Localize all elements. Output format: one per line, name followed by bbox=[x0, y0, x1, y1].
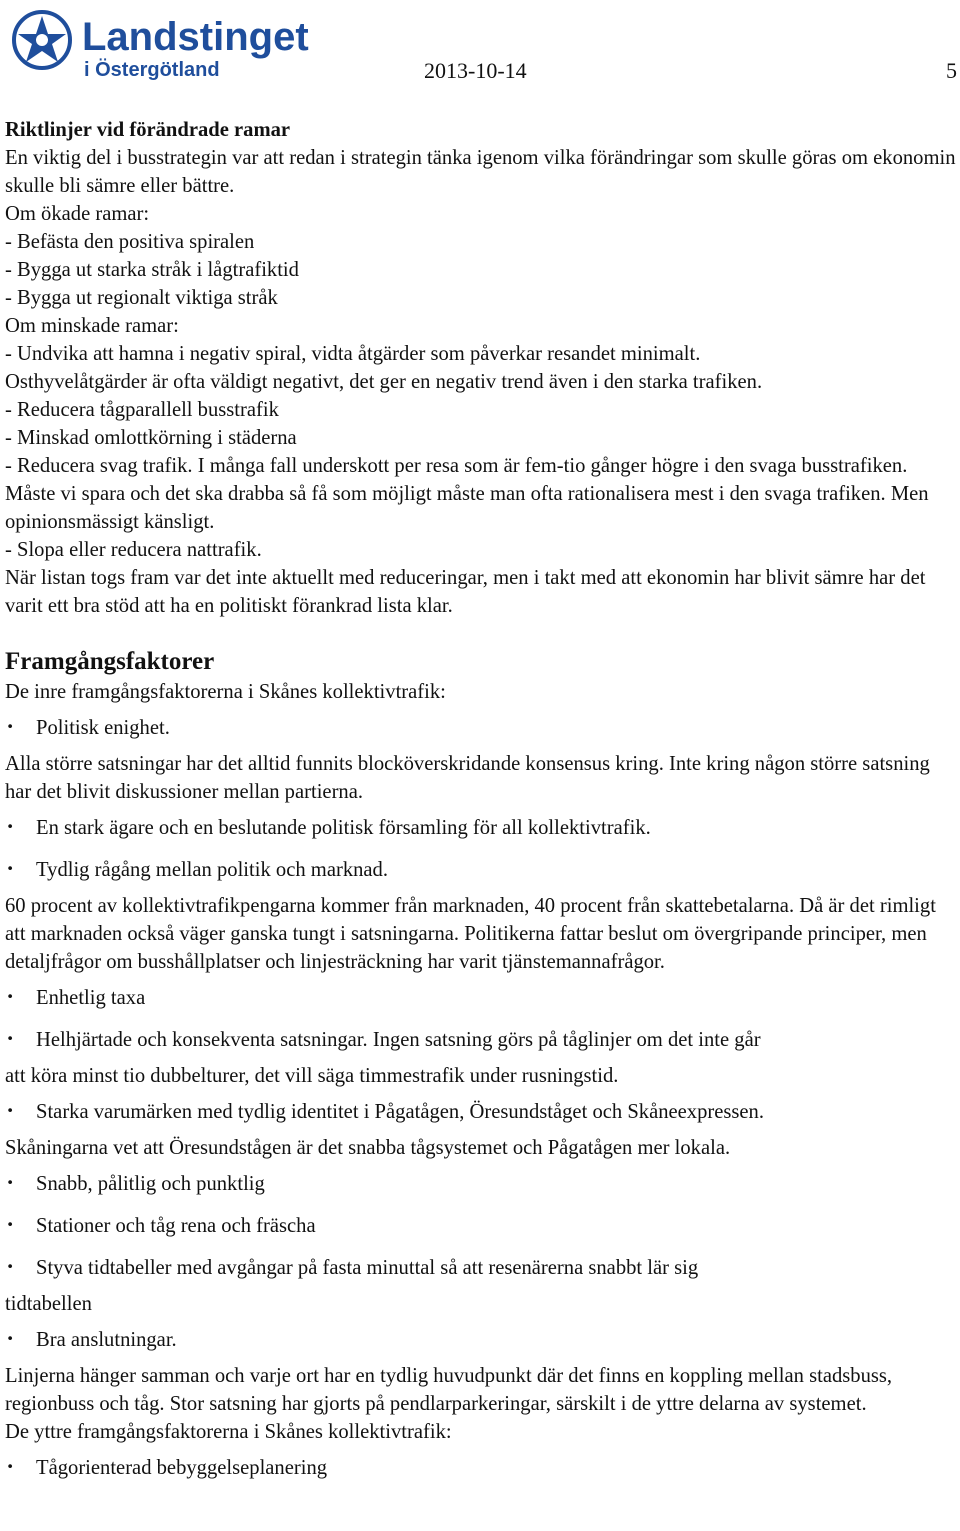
bullet-item bbox=[5, 1170, 957, 1198]
document-body bbox=[5, 116, 957, 1482]
bullet-icon: ･ bbox=[5, 1329, 16, 1351]
logo-emblem-icon bbox=[6, 6, 326, 80]
bullet-icon: ･ bbox=[5, 859, 16, 881]
bullet-icon: ･ bbox=[5, 1101, 16, 1123]
bullet-item bbox=[5, 1454, 957, 1482]
bullet-text: Helhjärtade och konsekventa satsningar. Ingen satsning görs på tåglinjer om det inte går bbox=[36, 1029, 761, 1051]
bullet-icon: ･ bbox=[5, 717, 16, 739]
bullet-item bbox=[5, 1026, 957, 1054]
bullet-item bbox=[5, 1212, 957, 1240]
page-header bbox=[0, 0, 960, 90]
bullet-item bbox=[5, 984, 957, 1012]
list-item-increase: - Befästa den positiva spiralen bbox=[5, 231, 255, 253]
bullet-text: Tågorienterad bebyggelseplanering bbox=[36, 1457, 328, 1479]
bullet-icon: ･ bbox=[5, 1173, 16, 1195]
paragraph-outer-intro: De yttre framgångsfaktorerna i Skånes kollektivtrafik: bbox=[5, 1421, 452, 1443]
list-item-decrease: - Reducera tågparallell busstrafik bbox=[5, 399, 279, 421]
paragraph-decrease: Osthyvelåtgärder är ofta väldigt negativt, det ger en negativ trend även i den starka trafiken. bbox=[5, 371, 763, 393]
list-item-decrease: - Minskad omlottkörning i städerna bbox=[5, 427, 297, 449]
bullet-text: Politisk enighet. bbox=[36, 717, 170, 739]
bullet-item bbox=[5, 714, 957, 742]
header-date: 2013-10-14 bbox=[424, 58, 527, 83]
bullet-item bbox=[5, 1098, 957, 1126]
bullet-icon: ･ bbox=[5, 1257, 16, 1279]
list-item-decrease: - Reducera svag trafik. I många fall underskott per resa som är fem-tio gånger högre i den svaga busstrafiken. Måste vi spara och det ska drabba så få som möjligt måste man ofta rationalisera mest i den svaga trafiken. Men opinionsmässigt känsligt. bbox=[5, 455, 929, 533]
list-item-increase: - Bygga ut regionalt viktiga stråk bbox=[5, 287, 278, 309]
paragraph-body: Alla större satsningar har det alltid funnits blocköverskridande konsensus kring. Inte kring någon större satsning har det blivit diskussioner mellan partierna. bbox=[5, 753, 930, 803]
paragraph-body: 60 procent av kollektivtrafikpengarna kommer från marknaden, 40 procent från skattebetalarna. Då är det rimligt att marknaden också väger ganska tungt i satsningarna. Politikerna fattar beslut om övergripande principer, men detaljfrågor om busshållplatser och linjesträckning har varit tjänstemannafrågor. bbox=[5, 895, 936, 973]
bullet-icon: ･ bbox=[5, 1457, 16, 1479]
logo-sub-text: i Östergötland bbox=[84, 59, 220, 80]
bullet-item bbox=[5, 856, 957, 884]
section-heading-riktlinjer: Riktlinjer vid förändrade ramar bbox=[5, 119, 291, 141]
page-number: 5 bbox=[946, 58, 957, 83]
landstinget-logo bbox=[6, 6, 326, 80]
bullet-text: Starka varumärken med tydlig identitet i Pågatågen, Öresundståget och Skåneexpressen. bbox=[36, 1101, 765, 1123]
bullet-text: Tydlig rågång mellan politik och marknad. bbox=[36, 859, 388, 881]
bullet-text: Snabb, pålitlig och punktlig bbox=[36, 1173, 265, 1195]
list-item-decrease: - Slopa eller reducera nattrafik. bbox=[5, 539, 262, 561]
paragraph-decrease: När listan togs fram var det inte aktuellt med reduceringar, men i takt med att ekonomin har blivit sämre har det varit ett bra stöd att ha en politiskt förankrad lista klar. bbox=[5, 567, 926, 617]
label-decrease: Om minskade ramar: bbox=[5, 315, 179, 337]
paragraph-intro: En viktig del i busstrategin var att redan i strategin tänka igenom vilka förändringar som skulle göras om ekonomin skulle bli sämre eller bättre. bbox=[5, 147, 956, 197]
bullet-icon: ･ bbox=[5, 1029, 16, 1051]
logo-main-text: Landstinget bbox=[82, 15, 309, 59]
bullet-item bbox=[5, 1254, 957, 1282]
bullet-icon: ･ bbox=[5, 1215, 16, 1237]
list-item-increase: - Bygga ut starka stråk i lågtrafiktid bbox=[5, 259, 299, 281]
label-increase: Om ökade ramar: bbox=[5, 203, 150, 225]
bullet-item bbox=[5, 1326, 957, 1354]
bullet-text: En stark ägare och en beslutande politisk församling för all kollektivtrafik. bbox=[36, 817, 651, 839]
paragraph-body: tidtabellen bbox=[5, 1293, 92, 1315]
section-heading-framgangsfaktorer: Framgångsfaktorer bbox=[5, 648, 215, 675]
bullet-text: Bra anslutningar. bbox=[36, 1329, 177, 1351]
paragraph-body: att köra minst tio dubbelturer, det vill säga timmestrafik under rusningstid. bbox=[5, 1065, 619, 1087]
bullet-text: Styva tidtabeller med avgångar på fasta minuttal så att resenärerna snabbt lär sig bbox=[36, 1257, 699, 1279]
paragraph-inner-intro: De inre framgångsfaktorerna i Skånes kollektivtrafik: bbox=[5, 681, 446, 703]
paragraph-body: Linjerna hänger samman och varje ort har en tydlig huvudpunkt där det finns en koppling mellan stadsbuss, regionbuss och tåg. Stor satsning har gjorts på pendlarparkeringar, särskilt i de yttre delarna av systemet. bbox=[5, 1365, 893, 1415]
bullet-text: Enhetlig taxa bbox=[36, 987, 146, 1009]
bullet-icon: ･ bbox=[5, 817, 16, 839]
bullet-icon: ･ bbox=[5, 987, 16, 1009]
paragraph-body: Skåningarna vet att Öresundstågen är det snabba tågsystemet och Pågatågen mer lokala. bbox=[5, 1137, 731, 1159]
list-item-decrease: - Undvika att hamna i negativ spiral, vidta åtgärder som påverkar resandet minimalt. bbox=[5, 343, 701, 365]
bullet-text: Stationer och tåg rena och fräscha bbox=[36, 1215, 316, 1237]
bullet-item bbox=[5, 814, 957, 842]
